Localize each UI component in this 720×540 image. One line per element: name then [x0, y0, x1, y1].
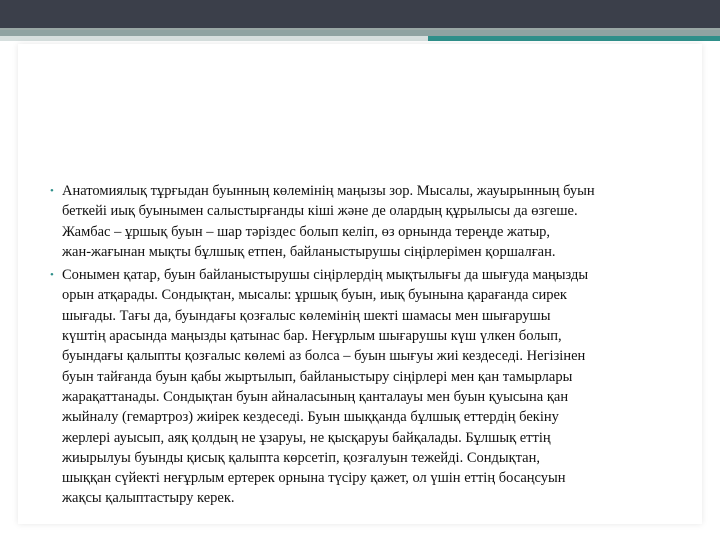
- paragraph-line: беткейі иық буынымен салыстырғанды кіші және де олардың құрылысы да өзгеше.: [62, 203, 578, 220]
- paragraph-line: Сонымен қатар, буын байланыстырушы сіңірлердің мықтылығы да шығуда маңызды: [62, 267, 589, 284]
- paragraph-line: жақсы қалыптастыру керек.: [62, 490, 235, 507]
- bullet-paragraph: [50, 181, 700, 262]
- bullet-paragraph: [50, 265, 700, 509]
- accent-stripe-teal: [428, 36, 720, 41]
- paragraph-line: шығады. Тағы да, буындағы қозғалыс көлемінің шекті шамасы мен шығарушы: [62, 307, 551, 324]
- paragraph-line: жан-жағынан мықты бұлшық етпен, байланыстырушы сіңірлерімен қоршалған.: [62, 243, 556, 260]
- paragraph-line: буындағы қалыпты қозғалыс көлемі аз болса – буын шығуы жиі кездеседі. Негізінен: [62, 348, 586, 365]
- bullet-point-icon: •: [50, 185, 54, 197]
- top-decorative-bar: [0, 0, 720, 30]
- paragraph-line: Анатомиялық тұрғыдан буынның көлемінің маңызы зор. Мысалы, жауырынның буын: [62, 183, 595, 199]
- paragraph-line: жиырылуы буынды қисық қалыпта көрсетіп, қозғалуын тежейді. Сондықтан,: [62, 449, 541, 466]
- slide-body: [50, 181, 700, 512]
- paragraph-line: жыйналу (гемартроз) жиірек кездеседі. Буын шыққанда бұлшық еттердің бекіну: [62, 409, 559, 426]
- paragraph-line: жерлері ауысып, аяқ қолдың не ұзаруы, не қысқаруы байқалады. Бұлшық еттің: [62, 429, 551, 446]
- paragraph-line: Жамбас – ұршық буын – шар тәріздес болып келіп, өз орнында тереңде жатыр,: [62, 223, 551, 240]
- bullet-point-icon: •: [50, 269, 54, 282]
- paragraph-line: шыққан сүйекті неғұрлым ертерек орнына түсіру қажет, ол үшін еттің босаңсуын: [62, 470, 566, 487]
- paragraph-line: орын атқарады. Сондықтан, мысалы: ұршық буын, иық буынына қарағанда сирек: [62, 287, 567, 304]
- paragraph-line: жарақаттанады. Сондықтан буын айналасының қанталауы мен буын қуысына қан: [62, 388, 569, 405]
- paragraph-line: күштің арасында маңызды қатынас бар. Неғұрлым шығарушы күш үлкен болып,: [62, 328, 562, 345]
- paragraph-line: буын тайғанда буын қабы жыртылып, байланыстыру сіңірлері мен қан тамырлары: [62, 368, 573, 385]
